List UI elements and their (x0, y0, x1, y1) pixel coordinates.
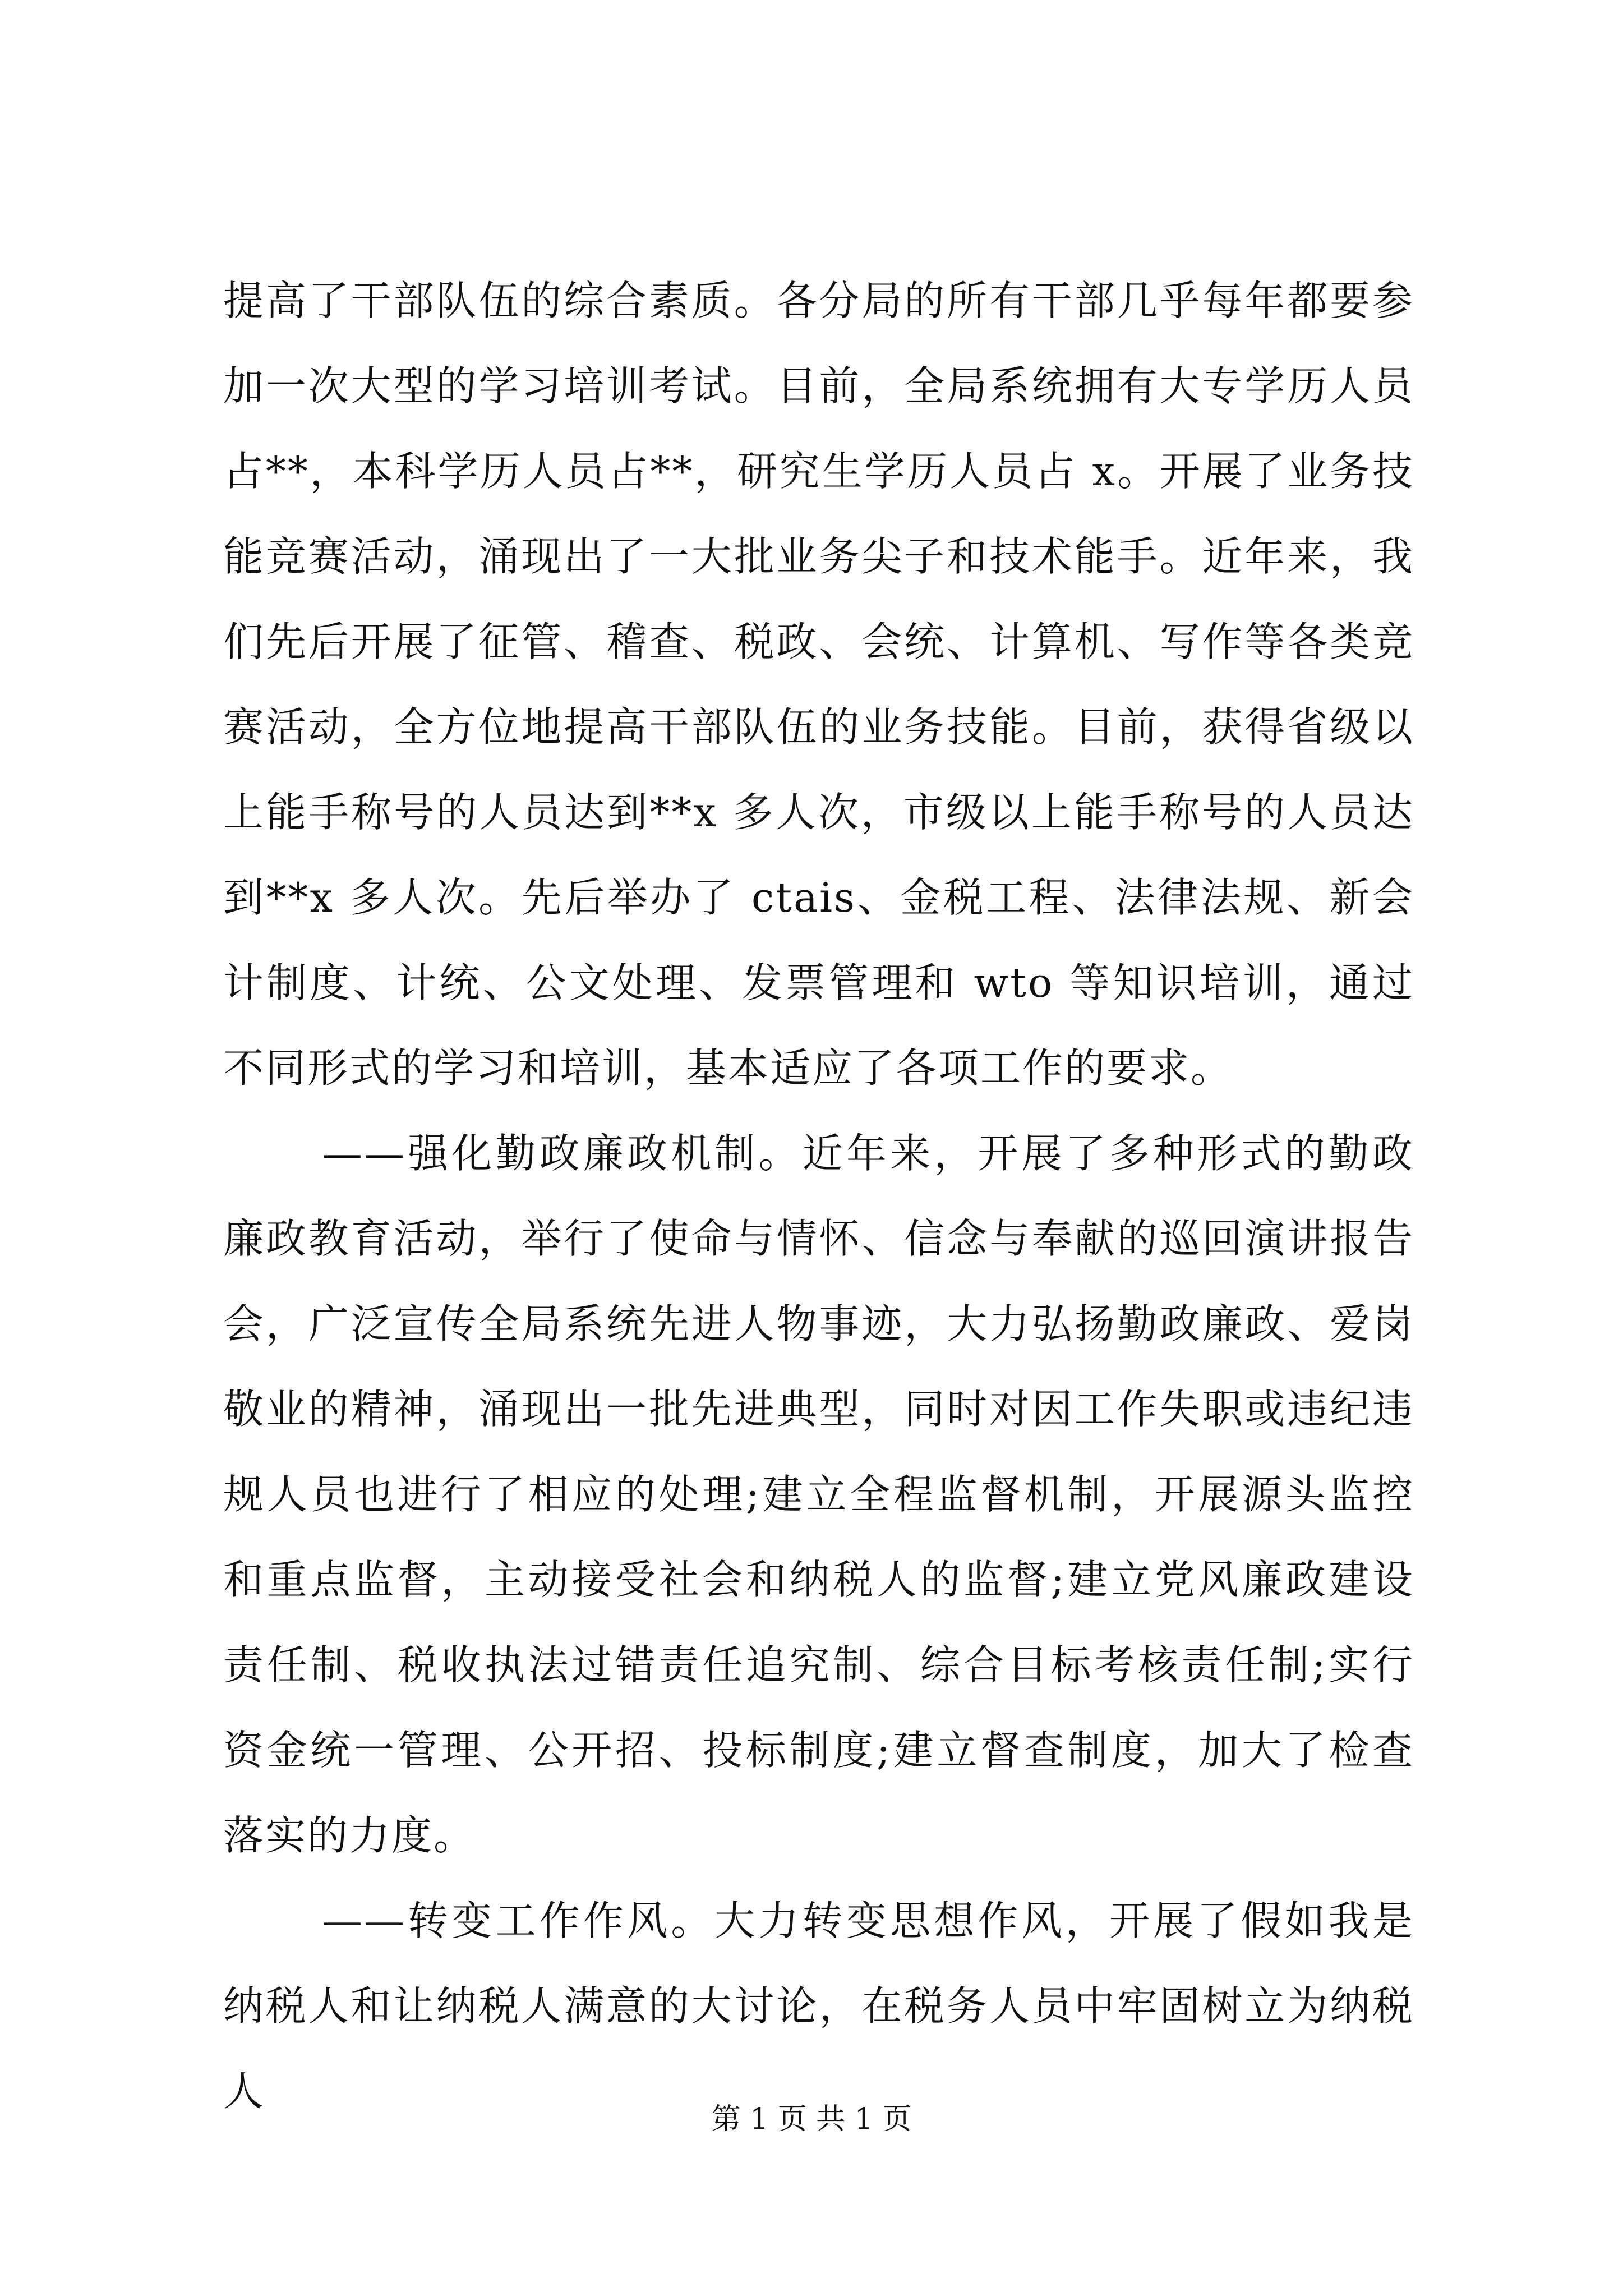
paragraph-integrity-mechanism: ——强化勤政廉政机制。近年来，开展了多种形式的勤政廉政教育活动，举行了使命与情怀、信念与奉献的巡回演讲报告会，广泛宣传全局系统先进人物事迹，大力弘扬勤政廉政、爱岗敬业的精神，涌现出一批先进典型，同时对因工作失职或违纪违规人员也进行了相应的处理;建立全程监督机制，开展源头监控和重点监督，主动接受社会和纳税人的监督;建立党风廉政建设责任制、税收执法过错责任追究制、综合目标考核责任制;实行资金统一管理、公开招、投标制度;建立督查制度，加大了检查落实的力度。 (223, 1130, 1414, 1859)
paragraph-continuation: 提高了干部队伍的综合素质。各分局的所有干部几乎每年都要参加一次大型的学习培训考试。目前，全局系统拥有大专学历人员占**，本科学历人员占**，研究生学历人员占 x。开展了业务技能竞赛活动，涌现出了一大批业务尖子和技术能手。近年来，我们先后开展了征管、稽查、税政、会统、计算机、写作等各类竞赛活动，全方位地提高干部队伍的业务技能。目前，获得省级以上能手称号的人员达到**x 多人次，市级以上能手称号的人员达到**x 多人次。先后举办了 ctais、金税工程、法律法规、新会计制度、计统、公文处理、发票管理和 wto 等知识培训，通过不同形式的学习和培训，基本适应了各项工作的要求。 (223, 277, 1414, 1092)
document-body (223, 258, 1414, 2134)
page-footer: 第 1 页 共 1 页 (711, 2102, 912, 2136)
paragraph-work-style: ——转变工作作风。大力转变思想作风，开展了假如我是纳税人和让纳税人满意的大讨论，在税务人员中牢固树立为纳税人 (223, 1897, 1414, 2115)
